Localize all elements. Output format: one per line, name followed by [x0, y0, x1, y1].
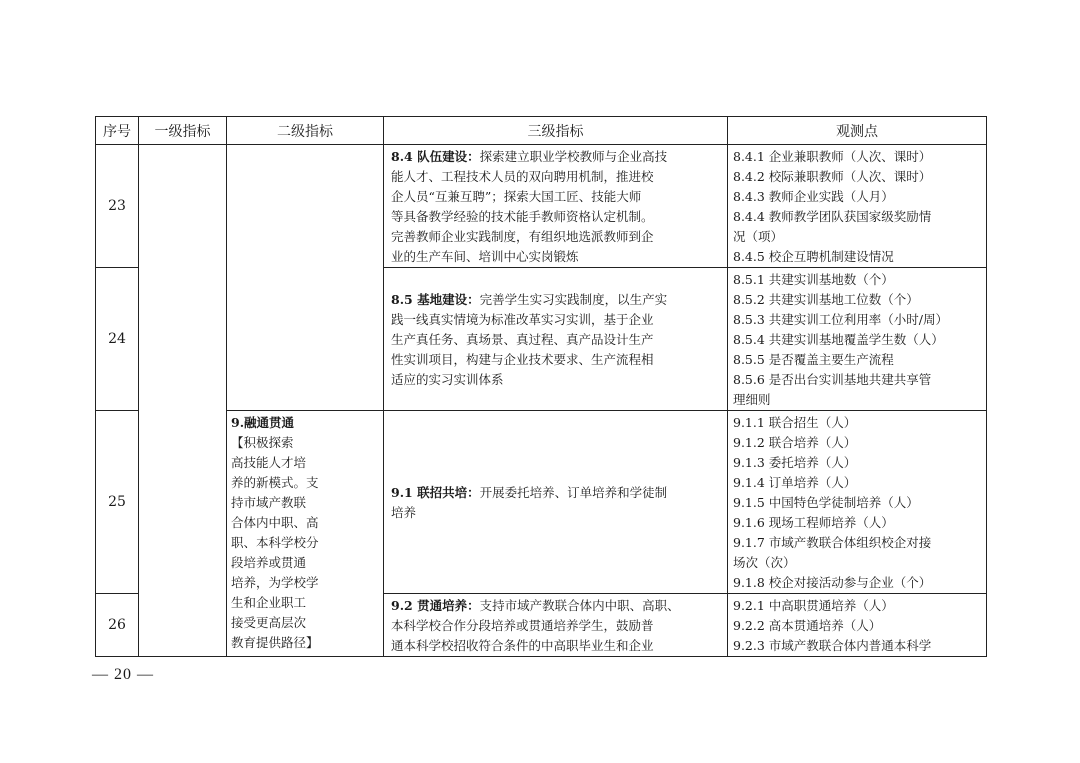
- level2-line: 高技能人才培: [231, 455, 307, 470]
- observation-item: 8.4.2 校际兼职教师（人次、课时）: [733, 169, 932, 184]
- level3-line: 通本科学校招收符合条件的中高职毕业生和企业: [391, 638, 654, 653]
- observation-item: 8.4.4 教师教学团队获国家级奖励情: [733, 209, 932, 224]
- observation-item: 9.1.4 订单培养（人）: [733, 475, 857, 490]
- seq-cell: 25: [96, 411, 139, 594]
- level2-line: 教育提供路径】: [231, 635, 319, 650]
- observation-item: 8.4.1 企业兼职教师（人次、课时）: [733, 149, 932, 164]
- level2-line: 合体内中职、高: [231, 515, 319, 530]
- level2-line: 培养，为学校学: [231, 575, 319, 590]
- level3-title: 9.2 贯通培养：: [391, 598, 480, 613]
- level1-cell: [139, 145, 227, 657]
- level3-line: 适应的实习实训体系: [391, 372, 504, 387]
- level2-line: 【积极探索: [231, 435, 294, 450]
- level2-line: 职、本科学校分: [231, 535, 319, 550]
- seq-cell: 26: [96, 594, 139, 657]
- header-observation: 观测点: [728, 117, 987, 145]
- observation-item: 9.2.1 中高职贯通培养（人）: [733, 598, 894, 613]
- level2-line: 生和企业职工: [231, 595, 307, 610]
- observation-item: 8.4.3 教师企业实践（人月）: [733, 189, 894, 204]
- observation-item: 9.1.3 委托培养（人）: [733, 455, 857, 470]
- header-level3: 三级指标: [384, 117, 728, 145]
- level2-line: 持市域产教联: [231, 495, 307, 510]
- level3-text: [384, 481, 727, 523]
- observation-item: 9.2.3 市域产教联合体内普通本科学: [733, 638, 932, 653]
- level2-cell-9: [227, 411, 384, 657]
- observation-cell-9-1: [728, 411, 987, 594]
- level3-line: 等具备教学经验的技术能手教师资格认定机制。: [391, 209, 654, 224]
- level3-line: 业的生产车间、培训中心实岗锻炼: [391, 249, 579, 264]
- level3-cell-9-2: [384, 594, 728, 657]
- observation-item: 9.1.6 现场工程师培养（人）: [733, 515, 894, 530]
- observation-item: 8.5.5 是否覆盖主要生产流程: [733, 352, 894, 367]
- header-row: [96, 117, 987, 145]
- level3-cell-8-4: [384, 145, 728, 268]
- observation-item: 8.5.6 是否出台实训基地共建共享管: [733, 372, 932, 387]
- observation-item: 8.5.3 共建实训工位利用率（小时/周）: [733, 312, 948, 327]
- header-level2: 二级指标: [227, 117, 384, 145]
- level3-text: [384, 594, 727, 656]
- level3-line: 本科学校合作分段培养或贯通培养学生，鼓励普: [391, 618, 654, 633]
- observation-item: 9.1.5 中国特色学徒制培养（人）: [733, 495, 919, 510]
- page-number: — 20 —: [92, 666, 154, 683]
- level3-text: [384, 288, 727, 390]
- level2-cell-8: [227, 145, 384, 411]
- observation-item: 9.2.2 高本贯通培养（人）: [733, 618, 882, 633]
- observation-item: 8.4.5 校企互聘机制建设情况: [733, 249, 894, 264]
- observation-item: 8.5.2 共建实训基地工位数（个）: [733, 292, 919, 307]
- observation-item: 9.1.2 联合培养（人）: [733, 435, 857, 450]
- table-row-25: [96, 411, 987, 594]
- observation-item: 8.5.1 共建实训基地数（个）: [733, 272, 894, 287]
- level3-line: 支持市域产教联合体内中职、高职、: [479, 598, 680, 613]
- level3-line: 性实训项目，构建与企业技术要求、生产流程相: [391, 352, 654, 367]
- level3-title: 9.1 联招共培：: [391, 485, 480, 500]
- level3-line: 践一线真实情境为标准改革实习实训，基于企业: [391, 312, 654, 327]
- level3-text: [384, 145, 727, 267]
- observation-item: 9.1.1 联合招生（人）: [733, 415, 857, 430]
- level3-cell-8-5: [384, 268, 728, 411]
- level3-line: 开展委托培养、订单培养和学徒制: [479, 485, 668, 500]
- indicator-table: [95, 116, 987, 657]
- level2-title: 9.融通贯通: [231, 415, 295, 430]
- seq-cell: 23: [96, 145, 139, 268]
- header-level1: 一级指标: [139, 117, 227, 145]
- seq-cell: 24: [96, 268, 139, 411]
- observation-cell-8-5: [728, 268, 987, 411]
- level3-title: 8.5 基地建设：: [391, 292, 480, 307]
- level3-line: 完善教师企业实践制度，有组织地选派教师到企: [391, 229, 654, 244]
- level3-line: 培养: [391, 505, 417, 520]
- level2-line: 段培养或贯通: [231, 555, 307, 570]
- observation-item: 况（项）: [733, 229, 784, 244]
- level2-line: 养的新模式。支: [231, 475, 319, 490]
- level2-text: [227, 411, 383, 653]
- header-seq: 序号: [96, 117, 139, 145]
- observation-item: 8.5.4 共建实训基地覆盖学生数（人）: [733, 332, 944, 347]
- observation-item: 场次（次）: [733, 555, 796, 570]
- level3-line: 完善学生实习实践制度，以生产实: [479, 292, 668, 307]
- observation-cell-8-4: [728, 145, 987, 268]
- level2-line: 接受更高层次: [231, 615, 307, 630]
- observation-item: 9.1.7 市域产教联合体组织校企对接: [733, 535, 932, 550]
- level3-line: 能人才、工程技术人员的双向聘用机制，推进校: [391, 169, 654, 184]
- level3-title: 8.4 队伍建设：: [391, 149, 480, 164]
- level3-line: 生产真任务、真场景、真过程、真产品设计生产: [391, 332, 654, 347]
- table-row-23: [96, 145, 987, 268]
- observation-cell-9-2: [728, 594, 987, 657]
- level3-line: 企人员“互兼互聘”；探索大国工匠、技能大师: [391, 189, 642, 204]
- observation-item: 9.1.8 校企对接活动参与企业（个）: [733, 575, 932, 590]
- level3-cell-9-1: [384, 411, 728, 594]
- observation-item: 理细则: [733, 392, 771, 407]
- level3-line: 探索建立职业学校教师与企业高技: [479, 149, 668, 164]
